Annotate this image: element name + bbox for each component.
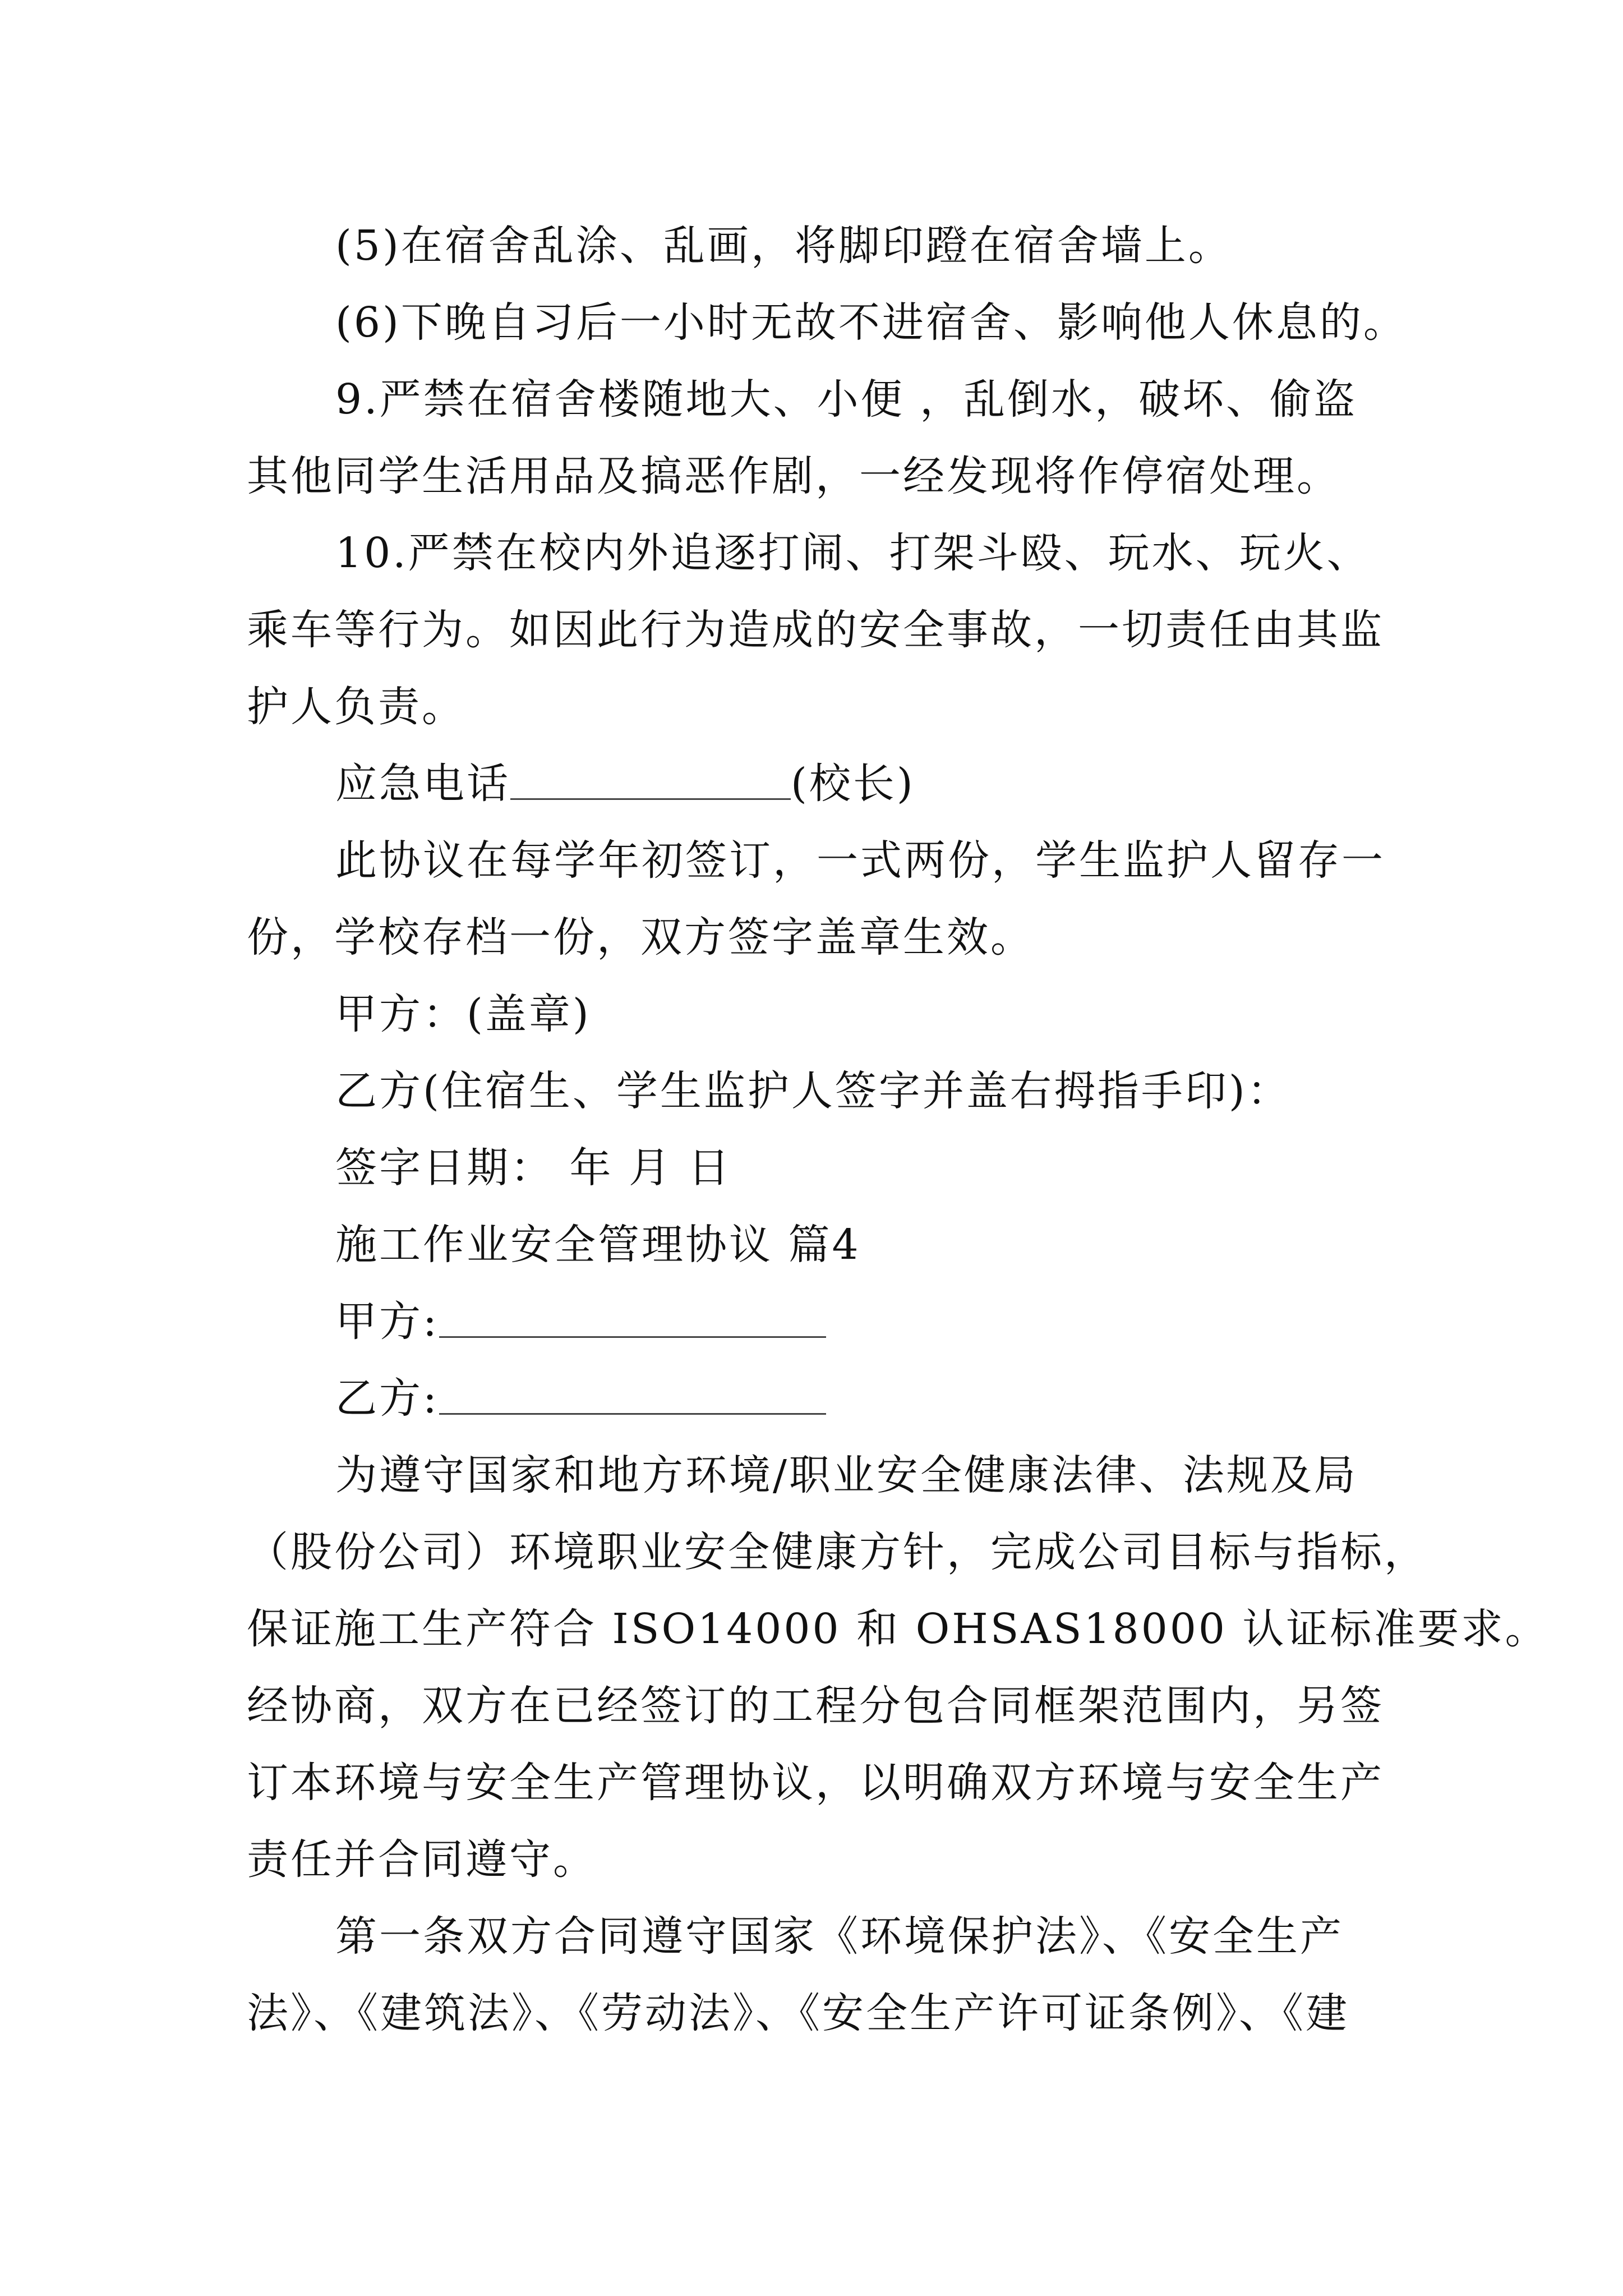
text-line: 其他同学生活用品及搞恶作剧，一经发现将作停宿处理。 xyxy=(247,452,1340,500)
party-b-signature-line: 乙方(住宿生、学生监护人签字并盖右拇指手印)： xyxy=(335,1067,1291,1115)
text-line: 责任并合同遵守。 xyxy=(247,1835,597,1884)
section-title: 施工作业安全管理协议 篇4 xyxy=(335,1221,861,1269)
principal-label: (校长) xyxy=(791,760,915,808)
text-line: 第一条双方合同遵守国家《环境保护法》、《安全生产 xyxy=(335,1912,1344,1961)
party-a-seal-line: 甲方：(盖章) xyxy=(335,990,591,1038)
text-line: 为遵守国家和地方环境/职业安全健康法律、法规及局 xyxy=(335,1451,1358,1499)
text-line: 法》、《建筑法》、《劳动法》、《安全生产许可证条例》、《建 xyxy=(247,1989,1349,2037)
text-line: 护人负责。 xyxy=(247,683,465,731)
phone-blank-field xyxy=(510,759,791,800)
text-line: 保证施工生产符合 ISO14000 和 OHSAS18000 认证标准要求。 xyxy=(247,1605,1549,1653)
party-a-blank-field xyxy=(439,1297,826,1338)
text-line: 订本环境与安全生产管理协议，以明确双方环境与安全生产 xyxy=(247,1759,1384,1807)
emergency-phone-label: 应急电话 xyxy=(335,760,510,808)
text-line: (5)在宿舍乱涂、乱画，将脚印蹬在宿舍墙上。 xyxy=(335,222,1232,270)
text-line: 经协商，双方在已经签订的工程分包合同框架范围内，另签 xyxy=(247,1682,1384,1730)
text-line: 10.严禁在校内外追逐打闹、打架斗殴、玩水、玩火、 xyxy=(335,529,1371,577)
text-line: 9.严禁在宿舍楼随地大、小便 ，乱倒水，破坏、偷盗 xyxy=(335,375,1358,424)
text-line: 乘车等行为。如因此行为造成的安全事故，一切责任由其监 xyxy=(247,606,1384,654)
text-line: (6)下晚自习后一小时无故不进宿舍、影响他人休息的。 xyxy=(335,298,1407,347)
party-b-line xyxy=(335,1370,826,1427)
party-b-label: 乙方: xyxy=(335,1374,439,1423)
party-a-line xyxy=(335,1294,826,1350)
text-line: 此协议在每学年初签订，一式两份，学生监护人留存一 xyxy=(335,836,1385,885)
text-line: 份，学校存档一份，双方签字盖章生效。 xyxy=(247,913,1034,961)
sign-date-line: 签字日期： 年 月 日 xyxy=(335,1144,732,1192)
text-line: （股份公司）环境职业安全健康方针，完成公司目标与指标， xyxy=(247,1528,1428,1576)
emergency-phone-line xyxy=(335,756,915,812)
party-b-blank-field xyxy=(439,1374,826,1415)
party-a-label: 甲方: xyxy=(335,1297,439,1346)
